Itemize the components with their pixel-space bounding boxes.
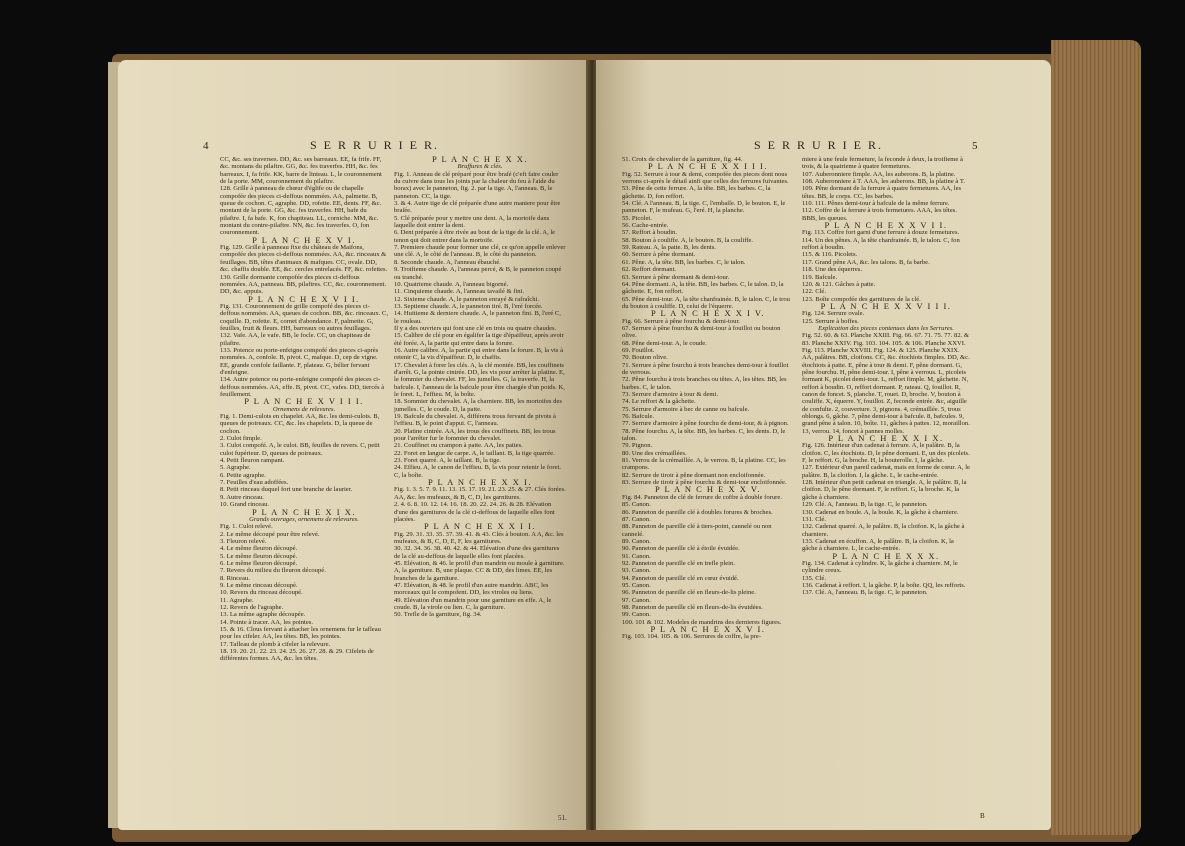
figure-entry: 95. Canon. (622, 581, 651, 589)
figure-entry: 112. Coffre de la ferrure à trois fermetures. AAA, les têtes. BBB, les queues. (802, 207, 957, 222)
figure-entry: Fig. 1. 3. 5. 7. 9. 11. 13. 15. 17. 19. 21. 23. 25. & 27. Clés forées. AA, &c. les mufeaux, & B, C, D, les garnitures. (394, 486, 566, 501)
figure-entry: 128. Intérieur d'un petit cadenat en triangle. A, le palâtre. B, la cloifon. D, le pêne dormant. F, le reffort. G, la broche. K, la gâche à charniere. (802, 479, 967, 501)
figure-entry: 11. Agraphe. (220, 596, 254, 604)
plate-heading: P L A N C H E X V I I. (248, 293, 360, 304)
figure-entry: 10. Revers du rinceau découpé. (220, 589, 303, 597)
figure-entry: 122. Clé. (802, 288, 826, 296)
figure-entry: Fig. 52. 60. & 63. Planche XXIII. Fig. 66. 67. 71. 75. 77. 82. & 83. Planche XXIV. Fig. 103. 104. 105. & 106. Planche XXVI. Fig. 113. Planche XXVIII. Fig. 124. & 125. Planche XXIX. (802, 332, 970, 354)
figure-entry: 5. Clé préparée pour y mettre une dent. A, la mortoife dans laquelle doit entrer la dent. (394, 214, 550, 230)
figure-entry: Fig. 129. Grille à panneau fixe du château de Maifons, compofée des pieces ci-deffous nommées. AA, &c. rinceaux & feuillages. BB, têtes d'animaux & mafques. CC, ovale. DD, &c. chaffis double. EE, &c. cercles entrelacés. FF, &c. rofettes. (220, 244, 388, 274)
figure-entry: 59. Rateau. A, la patte. B, les dents. (622, 244, 716, 252)
figure-entry: 58. Bouton à couliffe. A, le bouton. B, la couliffe. (622, 236, 754, 244)
figure-entry: 19. Bafcule du chevalet. A, différens trous fervant de pivots à l'effieu. B, le point d'appui. C, l'anneau. (394, 413, 556, 428)
figure-entry: 64. Pêne dormant. A, la tête. BB, les barbes. C, le talon. D, la gâchette. E, fon reffort. (622, 280, 784, 296)
figure-entry: 7. Premiere chaude pour former une clé, ce qu'on appelle enlever une clé. A, le côté de l'anneau. B, le côté du panneton. (394, 244, 566, 259)
running-head-right: S E R R U R I E R. (754, 138, 884, 152)
figure-entry: 109. Pêne dormant de la ferrure à quatre fermetures. AA, les têtes. BB, le corps. CC, les barbes. (802, 185, 962, 200)
figure-entry: 15. & 16. Clous fervant à attacher les ornemens fur le tafleau pour les cifeler. AA, les têtes. BB, les pointes. (220, 626, 381, 641)
figure-entry: Fig. 52. Serrure à tour & demi, compofée des pieces dont nous verrons ci-après le détail ainfi que celles des ferrures fuivantes. (622, 170, 789, 186)
figure-entry: Fig. 1. Demi-culots en chapelet. AA, &c. les demi-culots. B, queues de poireaux. CC, &c. les chapelets. D, la queue de cochon. (220, 413, 380, 435)
figure-entry: 134. Autre potence ou porte-enfeigne compofé des pieces ci-deffous nommées. AA, effe. B, pivot. CC, vafes. DD, tiercés à feuillement. (220, 376, 385, 398)
figure-entry: 119. Bafcule. (802, 273, 838, 281)
section-subtitle: Ornemens de relevures. (272, 405, 336, 413)
figure-entry: 128. Grille à panneau de chœur d'églife ou de chapelle compofée des pieces ci-deffous nommées. AA, palmette. B, queue de cochon. C, agraphe. DD, rofette. EE, dents. FF, &c. montant de la porte. GG, &c. fes traverfes. HH, bafe du pilaftre. I, fa bafe. K, fon chapiteau. LL, corniche. MM, &c. montant du contre-pilaftre. NN, &c. fes traverfes. O, fon couronnement. (220, 185, 382, 237)
text-column-1 (220, 156, 388, 811)
figure-entry: 15. Calibre de clé pour en égalifer la tige d'épaiffeur, après avoir été forée. A, la partie qui entre dans la forure. (394, 332, 564, 347)
figure-entry: 49. Elévation d'un mandrin pour une garniture en effe. A, le coude. B, la virole ou lien. C, la garniture. (394, 596, 552, 611)
figure-entry: 9. Le même rinceau découpé. (220, 581, 298, 589)
figure-entry: 92. Panneton de pareille clé en trefle plein. (622, 559, 735, 567)
plate-heading: P L A N C H E X X I V. (651, 308, 765, 319)
figure-entry: 17. Chevalet à forer les clés. A, la clé montée. BB, les couffinets d'arrêt. G, la pointe cintrée. DD, les vis pour arrêter la platine. E, le fommier du chevalet. FF, les jumelles. G, la traverfe. H, la bafcule. I, l'anneau de la bafcule pour être chargée d'un poids. K, le foret. L, l'effieu. M, la boîte. (394, 361, 565, 398)
page-edges-right (1051, 40, 1141, 835)
figure-entry: 6. Dent préparée à être rivée au bout de la tige de la clé. A, le tenon qui doit entrer dans la mortoife. (394, 229, 556, 244)
figure-entry: 78. Pêne fourchu. A, la tête. BB, les barbes. C, les dents. D, le talon. (622, 427, 786, 443)
figure-entry: 5. Agraphe. (220, 464, 251, 472)
figure-entry: 91. Canon. (622, 552, 651, 560)
figure-entry: 94. Panneton de pareille clé en cœur évuidé. (622, 574, 739, 582)
figure-entry: 50. Trefle de la garniture, fig. 34. (394, 611, 482, 619)
figure-entry: 14. Huitieme & derniere chaude. A, le panneton fini. B, l'eré C, le rouleau. (394, 310, 561, 325)
figure-entry: 114. Un des pênes. A, la tête chanfrainée. B, le talon. C, fon reffort à boudin. (802, 236, 960, 252)
figure-entry: 7. Revers du milieu du fleuron découpé. (220, 567, 326, 575)
figure-entry: 130. Grille dormante compofée des pieces ci-deffous nommées. AA, panneau. BB, pilaftres. CC, &c. couronnement. DD, &c. appuis. (220, 273, 387, 296)
figure-entry: 99. Canon. (622, 611, 651, 619)
figure-entry: 96. Panneton de pareille clé en fleurs-de-lis pleine. (622, 589, 756, 597)
figure-entry: 13. La même agraphe découpée. (220, 611, 306, 619)
plate-heading: P L A N C H E X X I I I. (648, 161, 768, 172)
figure-entry: Fig. 1. Culot relevé. (220, 523, 273, 531)
figure-entry: Fig. 66. Serrure à pêne fourchu & demi-tour. (622, 317, 740, 325)
figure-entry: 3. & 4. Autre tige de clé préparée d'une autre maniere pour être braſée. (394, 200, 561, 215)
figure-entry: 3. Culot compofé. A, le culot. BB, feuilles de revers. C, petit culot fupérieur. D, queues de poireaux. (220, 442, 380, 457)
figure-entry: 90. Panneton de pareille clé à étoile évuidée. (622, 545, 740, 553)
figure-entry: 12. Revers de l'agraphe. (220, 603, 284, 611)
figure-entry: 80. Une des crémaillées. (622, 449, 687, 457)
figure-entry: 79. Pignon. (622, 442, 653, 450)
figure-entry: 56. Cache-entrée. (622, 222, 669, 230)
figure-entry: 123. Boîte compofée des garnitures de la clé. (802, 295, 921, 303)
figure-entry: 10. Grand rinceau. (220, 501, 270, 509)
figure-entry: 133. Cadenat en écuffon. A, le palâtre. B, la cloifon. K, la gâche à charniere. L, le cache-entrée. (802, 537, 954, 553)
figure-entry: 21. Couffinet ou crampon à patte. AA, les pattes. (394, 442, 523, 450)
figure-entry: 51. Croix de chevalier de la garniture, fig. 44. (622, 156, 743, 163)
figure-entry: 61. Pêne. A, la tête. BB, les barbes. C, le talon. (622, 258, 746, 266)
figure-entry: 110. 111. Pênes demi-tour à bafcule de la même ferrure. (802, 200, 950, 208)
figure-entry: 74. Le reffort & la gâchette. (622, 398, 696, 406)
section-subtitle: Explication des pieces contenues dans les Serrures. (818, 324, 954, 332)
figure-entry: 69. Fouillot. (622, 346, 655, 354)
figure-entry: 89. Canon. (622, 537, 651, 545)
figure-entry: 120. & 121. Gâches à patte. (802, 280, 876, 288)
figure-entry: 47. Elévation, & 48. le profil d'un autre mandrin. ABC, les morceaux qui le compofent. DD, les viroles ou liens. (394, 581, 549, 597)
figure-entry: 2. Culot fimple. (220, 435, 262, 443)
figure-entry: 23. Foret quarré. A, le taillant. B, la tige. (394, 457, 501, 465)
figure-entry: 24. Effieu. A, le canon de l'effieu. B, la vis pour retenir le foret. C, la boîte. (394, 464, 562, 479)
figure-entry: 62. Reffort dormant. (622, 266, 677, 274)
catchword-right: B (980, 812, 985, 820)
plate-heading: P L A N C H E X X V I. (650, 624, 766, 634)
figure-entry: 14. Pointe à tracer. AA, les pointes. (220, 618, 314, 626)
page-number-right: 5 (972, 140, 978, 152)
figure-entry: 73. Serrure d'armoire à tour & demi. (622, 391, 719, 398)
figure-entry: 83. Serrure de tiroir à pêne fourchu & demi-tour encloifonnée. (622, 479, 787, 487)
figure-entry: miere à une feule fermeture, la feconde à deux, la troifieme à trois, & la quatrieme à quatre fermetures. (802, 156, 963, 171)
figure-entry: 10. Quatrieme chaude. A, l'anneau bigorné. (394, 280, 509, 288)
plate-heading: P L A N C H E X X V I I I. (820, 300, 952, 311)
section-subtitle: Grands ouvrages, ornemens de relevures. (249, 515, 359, 523)
figure-entry: 129. Clé. A, l'anneau. B, la tige. C, le panneton. (802, 501, 928, 509)
figure-entry: 131. Clé. (802, 515, 826, 523)
figure-entry: Fig. 126. Intérieur d'un cadenat à ferrure. A, le palâtre. B, la cloifon. C, les étochiots. D, le pêne dormant. E, un des picolets. F, le reffort. G, la broche. H, la bouterolle. I, la gâche. (802, 442, 970, 465)
text-column-4 (802, 156, 970, 811)
figure-entry: 16. Autre calibre. A, la partie qui entre dans la forure. B, la vis à retenir C, la vis d'épaiffeur. D, le chaffis. (394, 346, 563, 362)
figure-entry: 125. Serrure à boffes. (802, 317, 859, 325)
figure-entry: 135. Clé. (802, 574, 826, 582)
figure-entry: 9. Autre rinceau. (220, 493, 264, 501)
figure-entry: 76. Bafcule. (622, 413, 655, 421)
figure-entry: CC, &c. ses traverses. DD, &c. ses barreaux. EE, fa frife. FF, &c. montans du pilaftre. GG, &c. fes traverfes. HH, &c. fes barreaux. I, fa frife. KK, barre de linteau. L, le couronnement de la porte. MM, couronnement du pilaftre. (220, 156, 382, 186)
figure-entry: 136. Cadenat à reffort. I, la gâche. P, la boîte. QQ, les refforts. (802, 581, 966, 589)
left-page (118, 60, 588, 830)
figure-entry: 45. Elévation, & 46. le profil d'un mandrin ou moule à garniture. A, la garniture. B, une plaque. CC & DD, des limes. EE, les branches de la garniture. (394, 559, 565, 582)
figure-entry: 137. Clé. A, l'anneau. B, la tige. C, le panneton. (802, 589, 928, 597)
figure-entry: 12. Sixieme chaude. A, le panneton enrayé & rafraîchi. (394, 295, 540, 303)
right-page (596, 60, 1051, 830)
figure-entry: 86. Panneton de pareille clé à doubles forures & broches. (622, 508, 773, 516)
figure-entry: 30. 32. 34. 36. 38. 40. 42. & 44. Elévation d'une des garnitures de la clé au-deffous de laquelle elles font placées. (394, 545, 560, 560)
section-subtitle: Bruffures & clés. (457, 163, 503, 171)
figure-entry: 115. & 116. Picolets. (802, 251, 858, 259)
text-column-2 (394, 156, 566, 811)
figure-entry: Il y a des ouvriers qui font une clé en trois ou quatre chaudes. (394, 324, 557, 332)
figure-entry: 6. Petite agraphe. (220, 471, 266, 479)
figure-entry: 132. Cadenat quarré. A, le palâtre. B, la cloifon. K, la gâche à charniere. (802, 523, 965, 538)
text-column-3 (622, 156, 794, 811)
plate-heading: P L A N C H E X V I I I. (244, 396, 364, 407)
figure-entry: Fig. 1. Anneau de clé préparé pour être braſé (c'eft faire couler du cuivre dans tous les joints par la chaleur du feu à l'aide du borax) avec le panneton, fig. 2. par la tige. A, l'anneau. B, le panneton. CC, la tige. (394, 170, 559, 200)
figure-entry: 65. Pêne demi-tour. A, la tête chanfrainée. B, le talon. C, le trou du bouton à couliffe. D, celui de l'équerre. (622, 295, 790, 310)
figure-entry: Fig. 29. 31. 33. 35. 37. 39. 41. & 43. Clés à bouton. A A, &c. les mufeaux, & B, C, D, E, F, les garnitures. (394, 530, 564, 545)
figure-entry: Fig. 124. Serrure ovale. (802, 310, 865, 318)
figure-entry: 85. Canon. (622, 501, 651, 509)
figure-entry: 72. Pêne fourchu à trois branches ou têtes. A, les têtes. BB, les barbes. C, le talon. (622, 376, 787, 391)
figure-entry: 71. Serrure à pêne fourchu à trois branches demi-tour à fouillot de verrous. (622, 361, 789, 376)
figure-entry: 77. Serrure d'armoire à pêne fourchu de demi-tour, & à pignon. (622, 420, 789, 428)
figure-entry: 9. Troifieme chaude. A, l'anneau percé, & B, le panneton coupé ou tranché. (394, 266, 562, 281)
figure-entry: 57. Reffort à boudin. (622, 229, 678, 237)
figure-entry: 18. Sommier du chevalet. A, la charniere. BB, les mortoifes des jumelles. C, le coude. D, la patte. (394, 398, 562, 413)
figure-entry: 81. Verrou de la crémaillée. A, le verrou. B, la platine. CC, les crampons. (622, 457, 786, 472)
running-head-left: S E R R U R I E R. (310, 138, 440, 152)
plate-heading: P L A N C H E X I X. (252, 506, 356, 517)
figure-entry: 100. 101 & 102. Modeles de mandrins des dernieres figures. (622, 618, 782, 626)
figure-entry: 60. Serrure à pêne dormant. (622, 251, 696, 259)
plate-heading: P L A N C H E X X I. (428, 477, 532, 488)
figure-entry: AA, palâtres. BB, cloifons. CC, &c. étochiots fimples. DD, &c. étochiots à patte. E, pêne à tour & demi. F, pêne dormant. G, pêne fourchu. H, pêne demi-tour. I, pêne à verrous. L, picolets formant K, picolet demi-tour. L, reffort fimple. M, gâchette. N, reffort à boudin. O, reffort dormant. P, rateau. Q, fouillot. R, canon de foncet. S, planche. T, rouet. D, broche. V, bouton à couliffe. X, équerre. Y, fouillot. Z, feconde entrée. &c, aiguille de confulte. 2, couverture. 3, pignons. 4, crémaillée. 5, trous oblongs. 6, gâche. 7, pêne demi-tour à bafcule. 8, bafcules. 9, grand pêne à talon. 10, boîte. 11, gâches à pattes. 12, moraillon. 13, verrou. 14, foncet à pannes molles. (802, 354, 970, 435)
page-number-left: 4 (203, 140, 209, 152)
figure-entry: 118. Une des équerres. (802, 266, 862, 274)
figure-entry: 8. Seconde chaude. A, l'anneau ébauché. (394, 258, 501, 266)
figure-entry: Fig. 103. 104. 105. & 106. Serrures de coffre, la pre- (622, 633, 762, 641)
catchword-left: 51. (558, 814, 567, 822)
plate-heading: P L A N C H E X X V. (654, 484, 762, 495)
figure-entry: 4. Petit fleuron rampant. (220, 457, 285, 465)
figure-entry: 4. Le même fleuron découpé. (220, 545, 298, 553)
figure-entry: 53. Pêne de cette ferrure. A, la tête. BB, les barbes. C, la gâchette. D, fon reffort. (622, 185, 771, 200)
figure-entry: 117. Grand pêne AA, &c. les talons. B, fa barbe. (802, 258, 930, 266)
figure-entry: 17. Tafleau de plomb à cifeler la relevure. (220, 640, 331, 648)
figure-entry: 55. Picolet. (622, 214, 652, 222)
figure-entry: 2. Le même découpé pour être relevé. (220, 530, 320, 538)
figure-entry: 82. Serrure de tiroir à pêne dormant non encloifonnée. (622, 471, 766, 479)
figure-entry: 75. Serrure d'armoire à bec de canne ou bafcule. (622, 405, 750, 413)
figure-entry: 70. Bouton olive. (622, 354, 668, 362)
plate-heading: P L A N C H E X V I. (252, 234, 356, 245)
plate-heading: P L A N C H E X X I I. (424, 521, 536, 532)
figure-entry: 5. Le même fleuron découpé. (220, 552, 298, 560)
figure-entry: 18. 19. 20. 21. 22. 23. 24. 25. 26. 27. 28. & 29. Cifelets de différentes formes. AA, &c. les têtes. (220, 648, 374, 663)
figure-entry: 8. Rinceau. (220, 574, 250, 582)
figure-entry: 67. Serrure à pêne fourchu & demi-tour à fouillot ou bouton olive. (622, 324, 781, 340)
figure-entry: 7. Feuilles d'eau adoffées. (220, 479, 289, 487)
figure-entry: 87. Canon. (622, 515, 651, 523)
figure-entry: 6. Le même fleuron découpé. (220, 559, 298, 567)
figure-entry: 97. Canon. (622, 596, 651, 604)
figure-entry: Fig. 134. Cadenat à cylindre. K, la gâche à charniere. M, le cylindre creux. (802, 559, 958, 575)
plate-heading: P L A N C H E X X I X. (828, 433, 944, 444)
figure-entry: 63. Serrure à pêne dormant & demi-tour. (622, 273, 730, 281)
figure-entry: 132. Vafe. AA, le vafe. BB, le focle. CC, un chapiteau de pilaftre. (220, 332, 371, 347)
figure-entry: 11. Cinquieme chaude. A, l'anneau tavailé & fini. (394, 288, 525, 296)
figure-entry: Fig. 84. Panneton de clé de ferrure de coffre à double forure. (622, 493, 782, 501)
figure-entry: 98. Panneton de pareille clé en fleurs-de-lis évuidées. (622, 603, 763, 611)
figure-entry: 108. Auberonniere à T. AAA, les auberons. BB, la platine à T. (802, 178, 966, 186)
figure-entry: 13. Septieme chaude. A, le panneton tiré. B, l'eré forcée. (394, 302, 543, 310)
plate-heading: P L A N C H E X X V I I. (824, 220, 948, 231)
figure-entry: 88. Panneton de pareille clé à tiers-point, cannelé ou non cannelé. (622, 523, 772, 538)
figure-entry: 107. Auberonniere fimple. AA, les auberons. B, la platine. (802, 170, 956, 178)
plate-heading: P L A N C H E X X. (431, 156, 529, 164)
figure-entry: 68. Pêne demi-tour. A, le coude. (622, 339, 707, 347)
figure-entry: 2. 4. 6. 8. 10. 12. 14. 16. 18. 20. 22. 24. 26. & 28. Elévation d'une des garnitures de la clé ci-deffous de laquelle elles font placées. (394, 501, 555, 523)
figure-entry: 133. Potence ou porte-enfeigne compofé des pieces ci-après nommées. A, confole. B, pivot. C, mafque. D, cep de vigne. EE, grande confole faillante. F, plateau. G, bélier fervant d'enfeigne. (220, 346, 379, 376)
figure-entry: 20. Platine cintrée. AA, les trous des couffinets. BB, les trous pour l'arrêter fur le fommier du chevalet. (394, 427, 556, 443)
plate-heading: P L A N C H E X X X. (832, 550, 940, 561)
figure-entry: 8. Petit rinceau duquel fort une branche de laurier. (220, 486, 353, 494)
figure-entry: 3. Fleuron relevé. (220, 537, 267, 545)
figure-entry: 130. Cadenat en boule. A, la boule. K, la gâche à charniere. (802, 508, 959, 516)
figure-entry: 54. Clé. A l'anneau. B, la tige. C, l'embaſſe. D, le bouton. E, le panneton. F, le mufeau. G, l'eré. H, la planche. (622, 200, 786, 215)
figure-entry: Fig. 113. Coffre fort garni d'une ferrure à douze fermetures. (802, 229, 960, 237)
figure-entry: 127. Extérieur d'un pareil cadenat, mais en forme de cœur. A, le palâtre. B, la cloifon. I, la gâche. L, le cache-entrée. (802, 464, 970, 479)
figure-entry: 93. Canon. (622, 567, 651, 575)
figure-entry: 22. Foret en langue de carpe. A, le taillant. B, la tige quarrée. (394, 449, 555, 457)
figure-entry: Fig. 131. Couronnement de grille compofé des pieces ci-deffous nommées. AA, queues de cochon. BB, &c. rinceaux. C, coquille. D, rofette. E, cornet d'abondance. F, palmette. G, feuilles, fruit & fleurs. HH, barreaux ou autres feuillages. (220, 302, 388, 332)
